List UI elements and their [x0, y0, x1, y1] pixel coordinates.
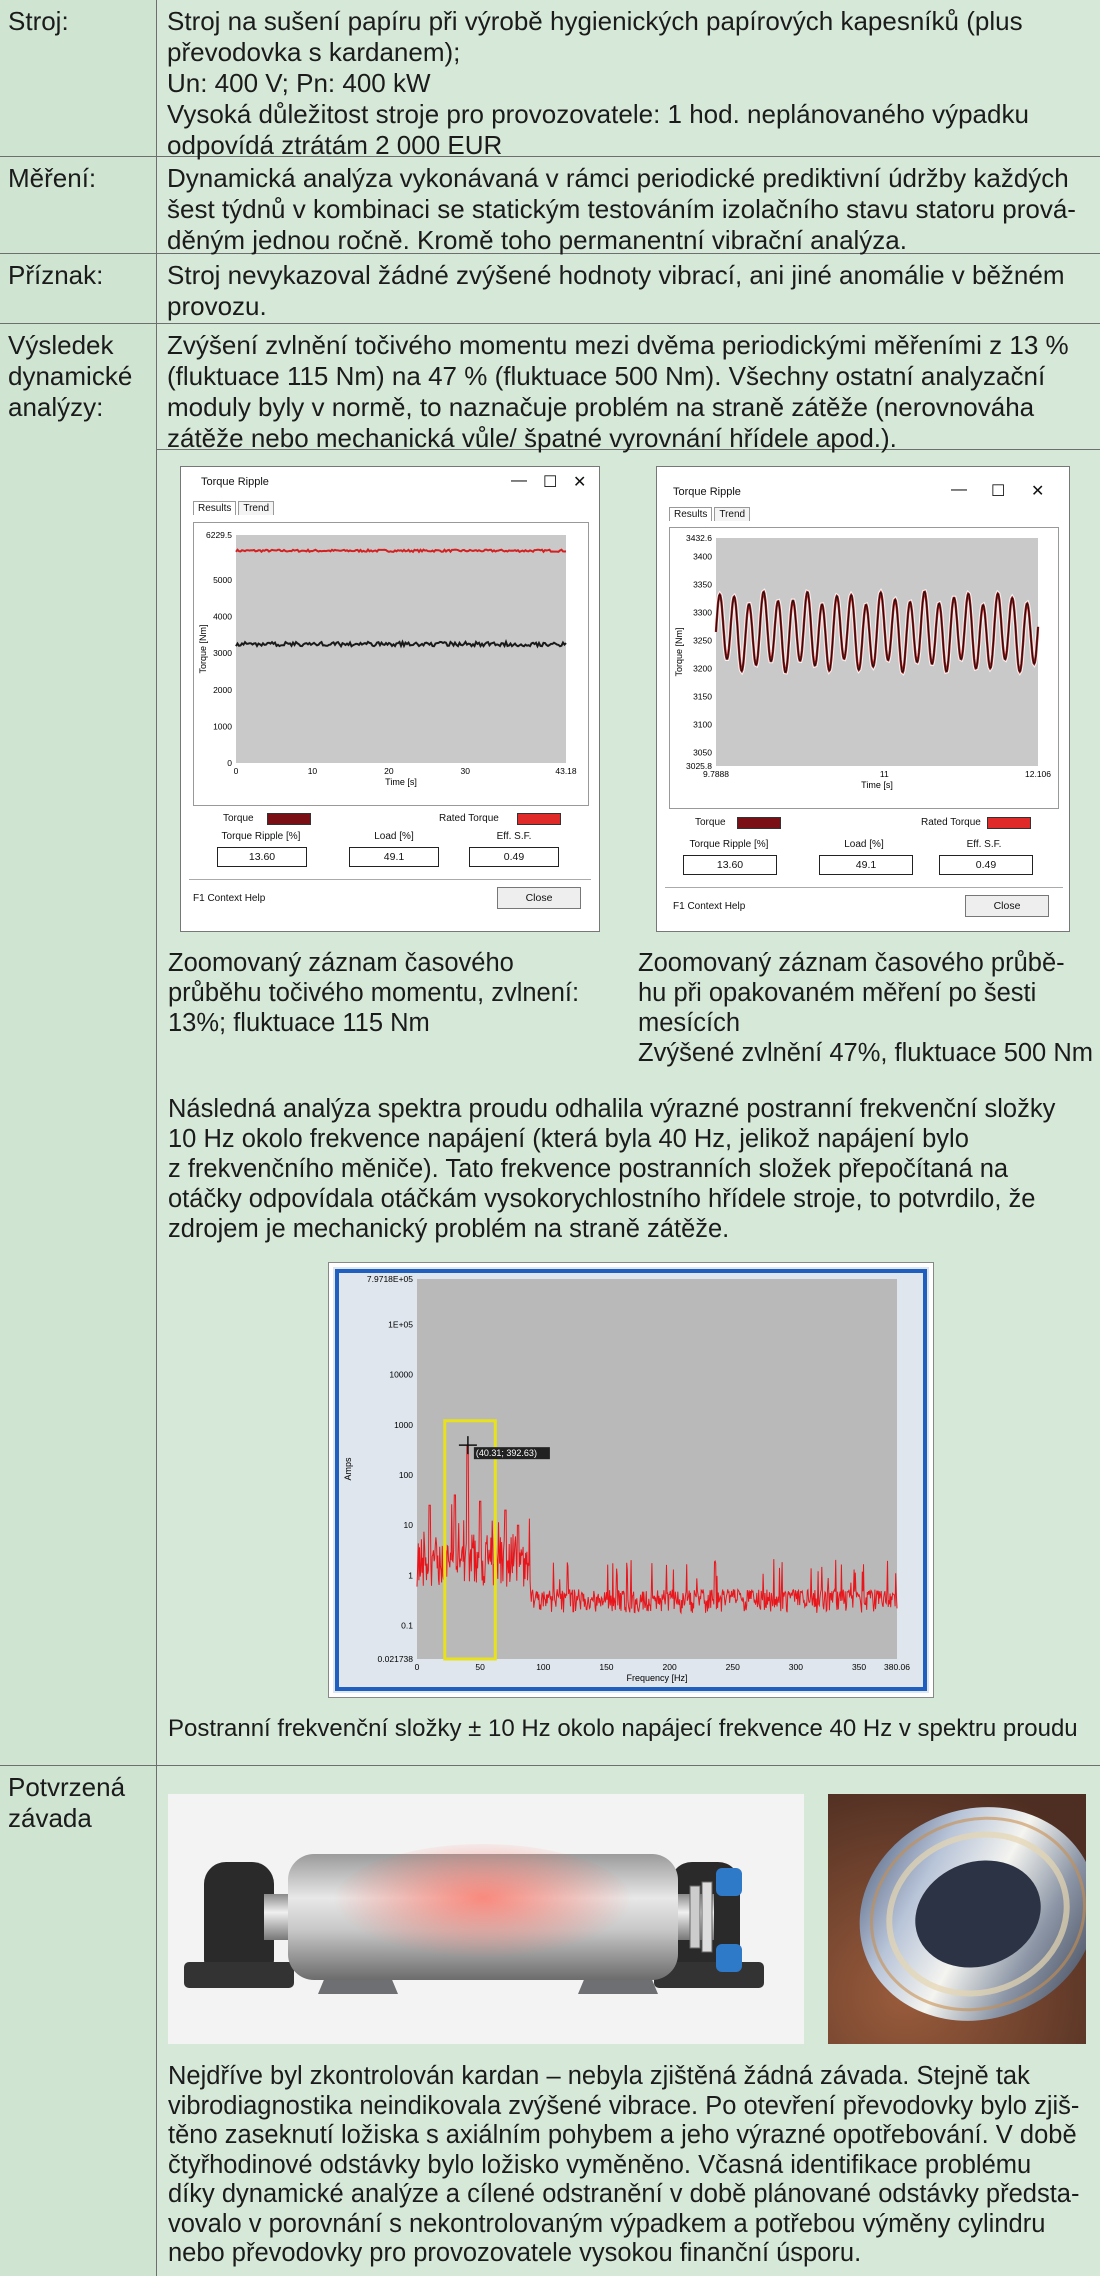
x-axis-label: Time [s]	[861, 780, 893, 790]
current-spectrum-chart	[329, 1263, 933, 1697]
legend-rated-swatch	[987, 817, 1031, 829]
x-tick-label: 200	[662, 1662, 677, 1672]
x-tick-label: 300	[788, 1662, 803, 1672]
load-label: Load [%]	[844, 839, 884, 850]
legend-torque-swatch	[737, 817, 781, 829]
series-line-rated-torque	[236, 550, 566, 552]
zavada-label-1: Potvrzená	[8, 1772, 126, 1802]
tab-trend[interactable]: Trend	[714, 507, 750, 521]
y-tick-label: 0	[227, 758, 232, 768]
plot-area	[236, 535, 566, 763]
y-tick-label: 0.1	[401, 1620, 413, 1631]
cell-mereni	[157, 157, 1100, 254]
caption-left	[168, 948, 579, 1038]
y-tick-label: 3250	[693, 635, 712, 646]
y-tick-label: 10000	[389, 1369, 413, 1380]
y-tick-label: 100	[398, 1469, 413, 1480]
ripple-value: 13.60	[217, 847, 307, 867]
minimize-icon[interactable]: —	[511, 472, 527, 489]
context-help[interactable]: F1 Context Help	[673, 901, 746, 912]
x-tick-label: 10	[307, 766, 318, 776]
caption-left-3: 13%; fluktuace 115 Nm	[168, 1009, 430, 1037]
label-vysledek	[0, 324, 157, 1766]
load-value: 49.1	[819, 855, 913, 875]
load-value: 49.1	[349, 847, 439, 867]
y-tick-label: 3025.8	[686, 761, 712, 771]
y-tick-label: 4000	[213, 611, 232, 622]
x-tick-label: 20	[384, 766, 394, 776]
vysledek-intro-3: moduly byly v normě, to naznačuje problém na straně zátěže (nerovnováha	[167, 392, 1035, 422]
y-tick-label: 3150	[693, 691, 712, 702]
cursor-readout: (40.31; 392.63)	[475, 1448, 537, 1459]
ripple-label: Torque Ripple [%]	[689, 839, 769, 850]
tab-results[interactable]: Results	[193, 501, 236, 515]
x-tick-label: 9.7888	[703, 769, 729, 779]
y-tick-label: 2000	[213, 684, 232, 695]
y-axis-label: Torque [Nm]	[198, 624, 208, 674]
plot-frame	[193, 522, 589, 806]
window-2-divider	[665, 887, 1063, 888]
y-tick-label: 1E+05	[388, 1319, 413, 1330]
y-tick-label: 3400	[693, 551, 712, 562]
plot-frame	[669, 527, 1059, 809]
zavada-paragraph	[168, 2062, 1079, 2269]
x-axis-label: Frequency [Hz]	[626, 1673, 688, 1683]
ripple-value: 13.60	[683, 855, 777, 875]
zavada-line-4: čtyřhodinové odstávky bylo ložisko vyměněno. Včasná identifikace problému	[168, 2150, 1032, 2179]
legend-rated-label: Rated Torque	[921, 817, 981, 828]
y-axis-label: Amps	[343, 1457, 353, 1481]
zavada-line-2: vibrodiagnostika neindikovala zvýšené vibrace. Po otevření převodovky bylo zjiš-	[168, 2091, 1080, 2120]
window-1-titlebar	[181, 467, 599, 497]
vysledek-intro-2: (fluktuace 115 Nm) na 47 % (fluktuace 500 Nm). Všechny ostatní analyzační	[167, 361, 1046, 391]
mereni-line-2: šest týdnů v kombinaci se statickým testováním izolačního stavu statoru prová-	[167, 194, 1076, 224]
zavada-line-5: díky dynamické analýze a cílené odstranění v době plánované odstávky předsta-	[168, 2180, 1080, 2208]
y-tick-label: 3200	[693, 663, 712, 674]
x-tick-label: 12.106	[1025, 769, 1051, 779]
close-button[interactable]: Close	[497, 887, 581, 909]
y-tick-label: 10	[403, 1520, 413, 1531]
close-button[interactable]: Close	[965, 895, 1049, 917]
vysledek-label-3: analýzy:	[8, 392, 104, 422]
x-tick-label: 100	[536, 1662, 551, 1672]
stroj-line-5: odpovídá ztrátám 2 000 EUR	[167, 130, 503, 160]
torque-chart-1	[194, 523, 588, 805]
x-tick-label: 150	[599, 1662, 614, 1672]
vysledek-label-1: Výsledek	[8, 330, 114, 360]
cell-vysledek-intro	[157, 324, 1100, 453]
close-icon[interactable]: ✕	[573, 474, 587, 491]
stroj-line-4: Vysoká důležitost stroje pro provozovatele: 1 hod. neplánovaného výpadku	[167, 99, 1029, 129]
y-tick-label: 3300	[693, 607, 712, 618]
minimize-icon[interactable]: —	[951, 481, 967, 498]
spectrum-line-3: z frekvenčního měniče). Tato frekvence postranních složek přepočítaná na	[168, 1155, 1009, 1183]
cell-stroj	[157, 0, 1100, 160]
window-1-divider	[189, 879, 591, 880]
vysledek-intro-1: Zvýšení zvlnění točivého momentu mezi dvěma periodickými měřeními z 13 %	[167, 330, 1069, 360]
y-axis-label: Torque [Nm]	[674, 627, 684, 677]
caption-left-2: průběhu točivého momentu, zvlnení:	[168, 979, 580, 1007]
torque-chart-2	[670, 528, 1058, 808]
window-1-title: Torque Ripple	[201, 476, 269, 488]
spectrum-line-4: otáčky odpovídala otáčkám vysokorychlostního hřídele stroje, to potvrdilo, že	[168, 1185, 1036, 1213]
x-tick-label: 250	[725, 1662, 740, 1672]
legend-torque-swatch	[267, 813, 311, 825]
torque-ripple-window-2	[656, 466, 1070, 932]
x-tick-label: 30	[460, 766, 471, 776]
spectrum-line-2: 10 Hz okolo frekvence napájení (která byla 40 Hz, jelikož napájení bylo	[168, 1125, 969, 1153]
label-zavada	[0, 1766, 157, 2276]
x-axis-label: Time [s]	[385, 777, 417, 787]
spectrum-line-5: zdrojem je mechanický problém na straně zátěže.	[168, 1215, 730, 1243]
stroj-line-3: Un: 400 V; Pn: 400 kW	[167, 68, 431, 98]
zavada-label-2: závada	[8, 1803, 92, 1833]
window-1-tabs	[193, 501, 276, 517]
spectrum-figure	[328, 1262, 934, 1698]
stroj-line-1: Stroj na sušení papíru při výrobě hygienických papírových kapesníků (plus	[167, 6, 1023, 36]
vysledek-intro-4: zátěže nebo mechanická vůle/ špatné vyrovnání hřídele apod.).	[167, 423, 897, 453]
x-tick-label: 350	[851, 1662, 867, 1672]
ripple-label: Torque Ripple [%]	[221, 831, 301, 842]
maximize-icon[interactable]: ☐	[543, 474, 558, 491]
zavada-line-1: Nejdříve byl zkontrolován kardan – nebyla zjištěná žádná závada. Stejně tak	[168, 2062, 1030, 2090]
spectrum-line-1: Následná analýza spektra proudu odhalila výrazné postranní frekvenční složky	[168, 1095, 1056, 1123]
y-tick-label: 3050	[693, 747, 712, 758]
label-priznak: Příznak:	[0, 254, 157, 324]
roller-drawing	[168, 1794, 804, 2044]
window-2-titlebar	[657, 467, 1069, 500]
caption-left-1: Zoomovaný záznam časového	[168, 949, 514, 977]
caption-right	[638, 948, 1093, 1068]
spectrum-caption: Postranní frekvenční složky ± 10 Hz okolo napájecí frekvence 40 Hz v spektru proudu	[168, 1715, 1078, 1742]
y-tick-label: 3100	[693, 719, 712, 730]
eff-value: 0.49	[939, 855, 1033, 875]
x-tick-label: 11	[879, 769, 889, 779]
label-mereni: Měření:	[0, 157, 157, 254]
spectrum-paragraph	[168, 1094, 1055, 1244]
window-2-tabs	[669, 507, 752, 523]
zavada-line-7: nebo převodovky pro provozovatele vysokou finanční úsporu.	[168, 2239, 862, 2267]
zavada-line-3: těno zaseknutí ložiska s axiálním pohybem a jeho výrazné opotřebování. V době	[168, 2121, 1077, 2149]
x-tick-label: 43.18	[555, 766, 577, 776]
y-tick-label: 3000	[213, 648, 232, 659]
x-tick-label: 50	[475, 1662, 485, 1672]
x-tick-label: 380.06	[884, 1662, 910, 1672]
tab-results[interactable]: Results	[669, 507, 712, 521]
window-2-title: Torque Ripple	[673, 486, 741, 498]
legend-torque-label: Torque	[695, 817, 726, 828]
caption-right-1: Zoomovaný záznam časového průbě-	[638, 949, 1065, 977]
y-tick-label: 1000	[213, 721, 232, 732]
priznak-line-2: provozu.	[167, 291, 267, 321]
y-tick-label: 7.9718E+05	[366, 1274, 413, 1284]
close-icon[interactable]: ✕	[1031, 483, 1045, 500]
cell-priznak	[157, 254, 1100, 324]
maximize-icon[interactable]: ☐	[991, 483, 1006, 500]
worn-bearing-image	[828, 1794, 1086, 2044]
zavada-line-6: vovalo v porovnání s nekontrolovaným výpadkem a potřebou výměny cylindru	[168, 2209, 1046, 2238]
y-tick-label: 3432.6	[686, 533, 712, 543]
x-tick-label: 0	[233, 766, 239, 776]
y-tick-label: 5000	[213, 574, 232, 585]
tab-trend[interactable]: Trend	[238, 501, 274, 515]
label-stroj: Stroj:	[0, 0, 157, 157]
caption-right-2: hu při opakovaném měření po šesti	[638, 979, 1037, 1007]
y-tick-label: 1	[408, 1570, 413, 1581]
y-tick-label: 3350	[693, 579, 712, 590]
roller-illustration	[168, 1794, 804, 2044]
mereni-line-1: Dynamická analýza vykonávaná v rámci periodické prediktivní údržby každých	[167, 163, 1069, 193]
eff-label: Eff. S.F.	[966, 839, 1002, 850]
x-tick-label: 0	[414, 1662, 420, 1672]
vysledek-label-2: dynamické	[8, 361, 133, 391]
bearing-photo	[828, 1794, 1086, 2044]
torque-ripple-window-1	[180, 466, 600, 932]
y-tick-label: 0.021738	[377, 1654, 413, 1664]
y-tick-label: 6229.5	[206, 530, 232, 540]
caption-right-3: mesících	[638, 1009, 741, 1037]
eff-value: 0.49	[469, 847, 559, 867]
context-help[interactable]: F1 Context Help	[193, 893, 266, 904]
legend-torque-label: Torque	[223, 813, 254, 824]
eff-label: Eff. S.F.	[496, 831, 532, 842]
load-label: Load [%]	[374, 831, 414, 842]
legend-rated-swatch	[517, 813, 561, 825]
mereni-line-3: děným jednou ročně. Kromě toho permanentní vibrační analýza.	[167, 225, 907, 255]
caption-right-4: Zvýšené zvlnění 47%, fluktuace 500 Nm	[638, 1039, 1093, 1067]
priznak-line-1: Stroj nevykazoval žádné zvýšené hodnoty vibrací, ani jiné anomálie v běžném	[167, 260, 1065, 290]
legend-rated-label: Rated Torque	[439, 813, 499, 824]
stroj-line-2: převodovka s kardanem);	[167, 37, 461, 67]
y-tick-label: 1000	[394, 1419, 413, 1430]
